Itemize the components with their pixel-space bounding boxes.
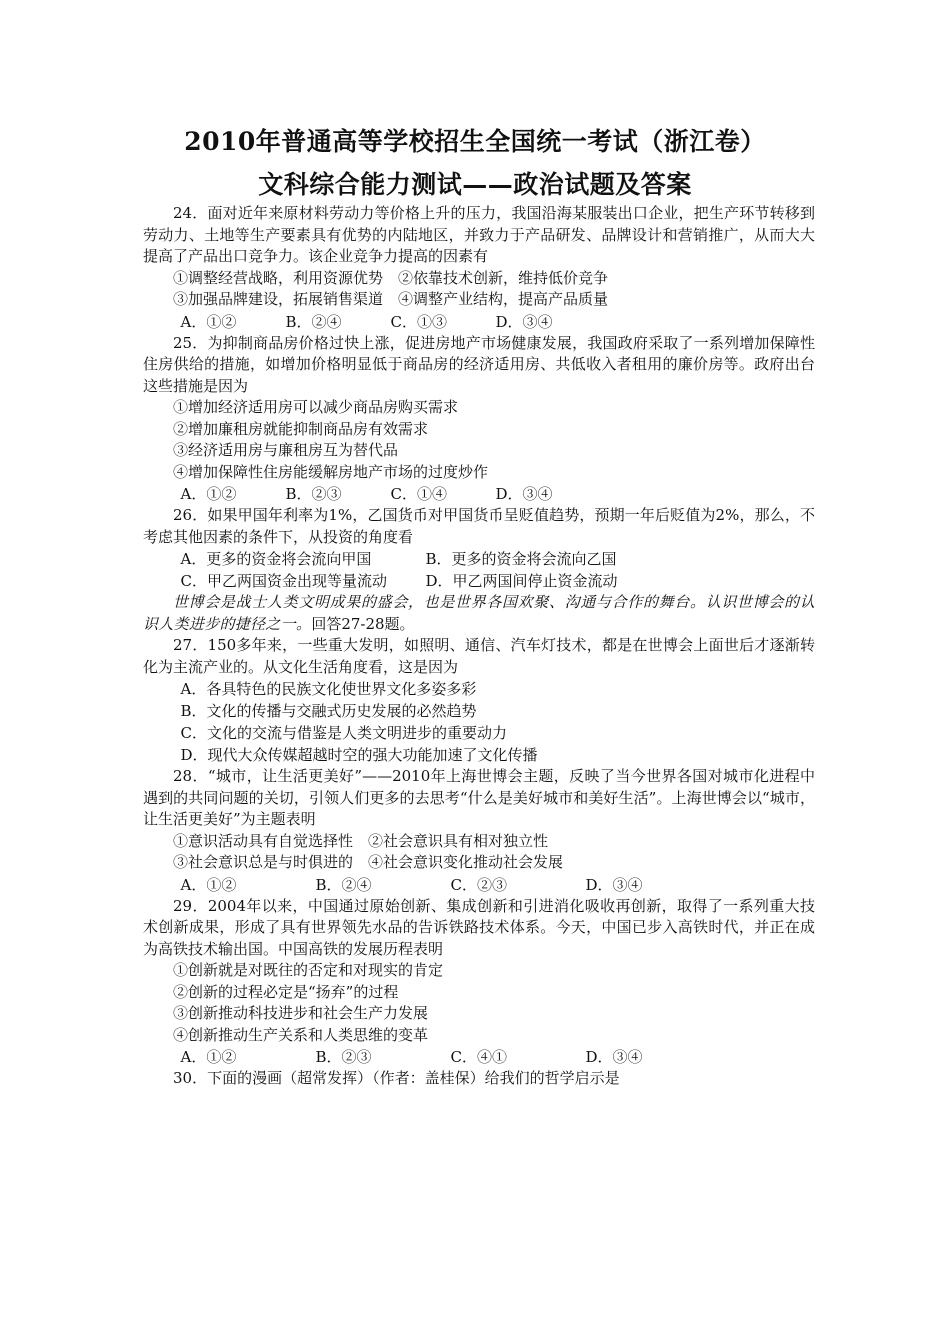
- question-29-choices: [143, 1046, 815, 1068]
- choice-d: D．甲乙两国间停止资金流动: [425, 572, 618, 590]
- question-25-statement: ③经济适用房与廉租房互为替代品: [173, 441, 399, 459]
- choice-c: C．①④: [390, 485, 447, 503]
- choice-c: C．文化的交流与借鉴是人类文明进步的重要动力: [180, 724, 507, 742]
- material-text: 世博会是战士人类文明成果的盛会，也是世界各国欢聚、沟通与合作的舞台。认识世博会的认识人类进步的捷径之一。: [143, 593, 815, 633]
- material-instruction: 回答27-28题。: [311, 614, 415, 633]
- question-26-choices: [143, 570, 815, 592]
- question-25-statement: ②增加廉租房就能抑制商品房有效需求: [173, 419, 429, 438]
- choice-a: A．①②: [180, 875, 237, 894]
- question-25-choices: [143, 483, 815, 505]
- choice-c: C．②③: [450, 875, 507, 894]
- question-29-statement: ②创新的过程必定是“扬弃”的过程: [173, 982, 399, 1001]
- choice-d: D．③④: [495, 485, 553, 503]
- question-29-statement: ③创新推动科技进步和社会生产力发展: [173, 1004, 429, 1022]
- question-28-stem: 28．“城市，让生活更美好”——2010年上海世博会主题，反映了当今世界各国对城市化进程中遇到的共同问题的关切，引领人们更多的去思考“什么是美好城市和美好生活”。上海世博会以“城市，让生活更美好”为主题表明: [143, 767, 815, 828]
- question-28-statement: ③社会意识总是与时俱进的 ④社会意识变化推动社会发展: [173, 853, 564, 871]
- choice-d: D．③④: [495, 312, 553, 331]
- choice-b: B．②④: [315, 875, 372, 894]
- choice-c: C．④①: [450, 1048, 507, 1066]
- choice-d: D．③④: [585, 1048, 643, 1066]
- question-29-statement: ④创新推动生产关系和人类思维的变革: [173, 1025, 429, 1044]
- choice-b: B．②③: [285, 485, 342, 503]
- question-30-stem: 30．下面的漫画（超常发挥）（作者：盖桂保）给我们的哲学启示是: [173, 1069, 620, 1087]
- question-29-statement: ①创新就是对既往的否定和对现实的肯定: [173, 961, 444, 979]
- choice-c: C．甲乙两国资金出现等量流动: [180, 572, 387, 590]
- choice-b: B．文化的传播与交融式历史发展的必然趋势: [180, 702, 477, 720]
- question-27-stem: 27．150多年来，一些重大发明，如照明、通信、汽车灯技术，都是在世博会上面世后才逐渐转化为主流产业的。从文化生活角度看，这是因为: [143, 636, 815, 676]
- question-24-choices: [143, 311, 815, 333]
- exam-subtitle: 文科综合能力测试——政治试题及答案: [258, 170, 692, 199]
- question-26-choices: [143, 548, 815, 570]
- questions: [143, 203, 815, 1090]
- choice-d: D．现代大众传媒超越时空的强大功能加速了文化传播: [180, 746, 538, 764]
- question-24-stem: 24．面对近年来原材料劳动力等价格上升的压力，我国沿海某服装出口企业，把生产环节转移到劳动力、土地等生产要素具有优势的内陆地区，并致力于产品研发、品牌设计和营销推广，从而大大提高了产品出口竞争力。该企业竞争力提高的因素有: [143, 204, 815, 265]
- choice-a: A．更多的资金将会流向甲国: [180, 550, 372, 568]
- exam-title: 2010年普通高等学校招生全国统一考试（浙江卷）: [184, 127, 766, 156]
- question-25-statement: ①增加经济适用房可以减少商品房购买需求: [173, 398, 459, 416]
- question-24-statement: ③加强品牌建设，拓展销售渠道 ④调整产业结构，提高产品质量: [173, 290, 609, 308]
- question-25-statement: ④增加保障性住房能缓解房地产市场的过度炒作: [173, 462, 489, 481]
- question-29-stem: 29．2004年以来，中国通过原始创新、集成创新和引进消化吸收再创新，取得了一系列重大技术创新成果，形成了具有世界领先水品的告诉铁路技术体系。今天，中国已步入高铁时代，并正在成为高铁技术输出国。中国高铁的发展历程表明: [143, 896, 815, 958]
- choice-b: B．更多的资金将会流向乙国: [425, 550, 617, 568]
- question-26-stem: 26．如果甲国年利率为1%，乙国货币对甲国货币呈贬值趋势，预期一年后贬值为2%，那么，不考虑其他因素的条件下，从投资的角度看: [143, 506, 815, 546]
- choice-c: C．①③: [390, 312, 447, 331]
- question-28-choices: [143, 874, 815, 896]
- choice-a: A．①②: [180, 485, 237, 503]
- question-28-statement: ①意识活动具有自觉选择性 ②社会意识具有相对独立性: [173, 831, 549, 850]
- material-passage: [143, 592, 815, 635]
- question-24-statement: ①调整经营战略，利用资源优势 ②依靠技术创新，维持低价竞争: [173, 268, 609, 287]
- question-25-stem: 25．为抑制商品房价格过快上涨，促进房地产市场健康发展，我国政府采取了一系列增加保障性住房供给的措施，如增加价格明显低于商品房的经济适用房、共低收入者租用的廉价房等。政府出台这些措施是因为: [143, 333, 815, 395]
- choice-d: D．③④: [585, 875, 643, 894]
- choice-a: A．①②: [180, 1048, 237, 1066]
- choice-a: A．各具特色的民族文化使世界文化多姿多彩: [180, 680, 477, 698]
- choice-b: B．②④: [285, 312, 342, 331]
- choice-a: A．①②: [180, 312, 237, 331]
- choice-b: B．②③: [315, 1048, 372, 1066]
